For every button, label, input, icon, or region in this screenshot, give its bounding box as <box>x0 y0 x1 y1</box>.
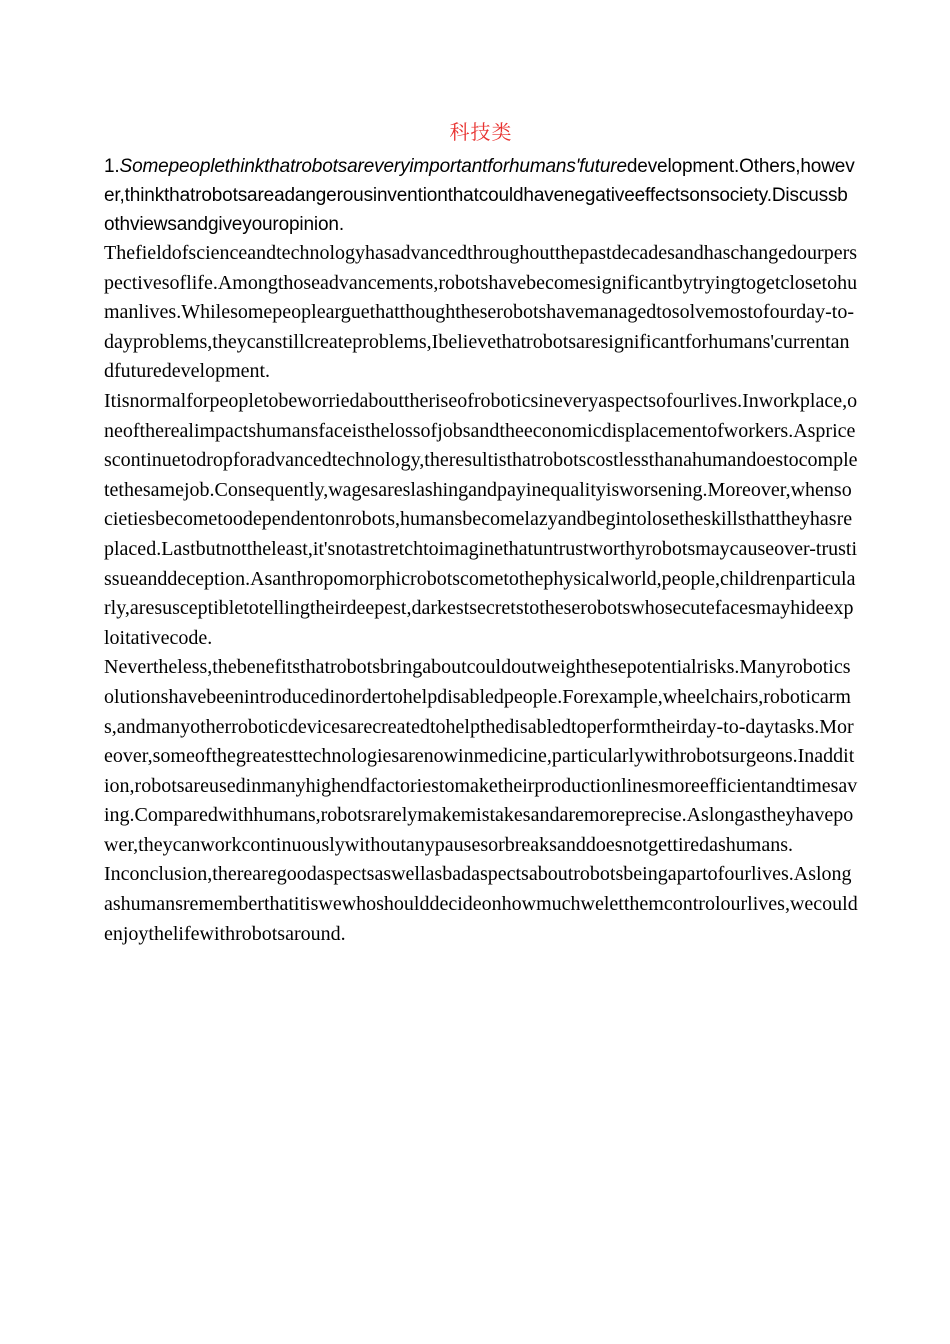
prompt-italic-text: Somepeoplethinkthatrobotsareveryimportantforhumans'future <box>119 156 627 177</box>
paragraph-conclusion: Inconclusion,therearegoodaspectsaswellasbadaspectsaboutrobotsbeingapartofourlives.Aslongashumansrememberthatitiswewhoshoulddecideonhowmuchweletthemcontrolourlives,wecouldenjoythelifewithrobotsaround. <box>104 863 858 945</box>
document-title: 科技类 <box>449 120 513 144</box>
paragraph-introduction: Thefieldofscienceandtechnologyhasadvancedthroughoutthepastdecadesandhaschangedourperspectivesoflife.Amongthoseadvancements,robotshavebecomesignificantbytryingtogetclosetohumanlives.Whilesomepeoplearguethatthoughtheserobotshavemanagedtosolvemostofourday-to-dayproblems,theycanstillcreateproblems,Ibelievethatrobotsaresignificantforhumans'currentandfuturedevelopment. <box>104 242 858 383</box>
document-page <box>104 112 858 949</box>
paragraph-benefits: Nevertheless,thebenefitsthatrobotsbringaboutcouldoutweighthesepotentialrisks.Manyroboticsolutionshavebeenintroducedinordertohelpdisabledpeople.Forexample,wheelchairs,roboticarms,andmanyotherroboticdevicesarecreatedtohelpthedisabledtoperformtheirday-to-daytasks.Moreover,someofthegreatesttechnologiesarenowinmedicine,particularlywithrobotsurgeons.Inaddition,robotsareusedinmanyhighendfactoriestomaketheirproductionlinesmoreefficientandtimesaving.Comparedwithhumans,robotsrarelymakemistakesandaremoreprecise.Aslongastheyhavepower,theycanworkcontinuouslywithoutanypausesorbreaksanddoesnotgettiredashumans. <box>104 656 858 856</box>
prompt-text: development.Others,however,thinkthatrobotsareadangerousinventionthatcouldhavenegativeeffectsonsociety.Discussbothviewsandgiveyouropinion. <box>104 156 855 235</box>
prompt-number: 1. <box>104 156 120 177</box>
paragraph-concerns: Itisnormalforpeopletobeworriedabouttheriseofroboticsineveryaspectsofourlives.Inworkplace,oneoftherealimpactshumansfaceisthelossofjobsandtheeconomicdisplacementofworkers.Aspricescontinuetodropforadvancedtechnology,theresultisthatrobotscostlessthanahumandoestocompletethesamejob.Consequently,wagesareslashingandpayinequalityisworsening.Moreover,whensocietiesbecometoodependentonrobots,humansbecomelazyandbegintolosetheskillsthattheyhasreplaced.Lastbutnottheleast,it'snotastretchtoimaginethatuntrustworthyrobotsmaycauseover-trustissueanddeception.Asanthropomorphicrobotscometothephysicalworld,people,childrenparticularly,aresusceptibletotellingtheirdeepest,darkestsecretstotheserobotswhosecutefacesmayhideexploitativecode. <box>104 389 858 649</box>
essay-prompt <box>104 152 858 239</box>
